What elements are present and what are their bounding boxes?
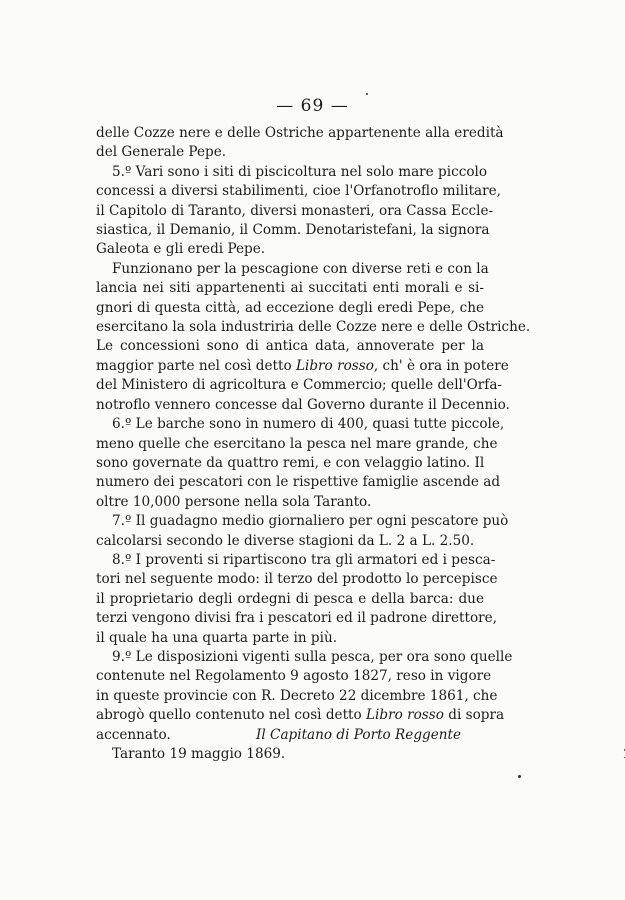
text-line: numero dei pescatori con le rispettive famiglie ascende ad [96,474,501,491]
text-line: in queste provincie con R. Decreto 22 dicembre 1861, che [96,687,498,704]
text-line: il quale ha una quarta parte in più. [96,629,338,646]
text-line: meno quelle che esercitano la pesca nel mare grande, che [96,435,498,452]
text-line: accennato. [96,726,171,743]
text-line: lancia nei siti appartenenti ai succitati enti morali e si- [96,280,484,297]
text-line: maggior parte nel così detto Libro rosso, ch' è ora in potere [96,357,509,374]
text-line: terzi vengono divisi fra i pescatori ed il padrone direttore, [96,610,498,627]
text-line: il proprietario degli ordegni di pesca e della barca: due [96,590,484,607]
text-line: 7.º Il guadagno medio giornaliero per ogni pescatore può [112,513,509,530]
text-line: tori nel seguente modo: il terzo del prodotto lo percepisce [96,571,498,588]
text-line: contenute nel Regolamento 9 agosto 1827, reso in vigore [96,668,492,685]
ink-speck [518,775,521,778]
book-title: Libro rosso [366,707,444,724]
text-line: del Ministero di agricoltura e Commercio; quelle dell'Orfa- [96,377,503,394]
text-line: Galeota e gli eredi Pepe. [96,241,266,258]
text-line: concessi a diversi stabilimenti, cioe l'Orfanotroflo militare, [96,183,501,200]
page-number: — 69 — [276,96,349,116]
signature-title-text: Il Capitano di Porto Reggente [256,727,462,743]
text-line: Taranto 19 maggio 1869. [112,746,286,762]
text-line: sono governate da quattro remi, e con velaggio latino. Il [96,454,485,471]
text-line: gnori di questa città, ad eccezione degli eredi Pepe, che [96,299,484,316]
text-line: calcolarsi secondo le diverse stagioni da L. 2 a L. 2.50. [96,532,475,549]
text-line: Funzionano per la pescagione con diverse reti e con la [112,260,489,277]
book-title: Libro rosso [295,357,374,374]
text-line: esercitano la sola industriria delle Cozze nere e delle Ostriche. [96,319,531,336]
text-line: il Capitolo di Taranto, diversi monasteri, ora Cassa Eccle- [96,202,494,219]
text-line: notroflo vennero concesse dal Governo durante il Decennio. [96,396,510,413]
text-line: 6.º Le barche sono in numero di 400, quasi tutte piccole, [112,416,505,433]
text-line: 5.º Vari sono i siti di piscicoltura nel solo mare piccolo [112,163,488,180]
text-line: oltre 10,000 persone nella sola Taranto. [96,493,372,510]
body-text [96,124,531,764]
text-line: 9.º Le disposizioni vigenti sulla pesca, per ora sono quelle [112,648,513,665]
text-line: del Generale Pepe. [96,144,227,161]
text-line: abrogò quello contenuto nel così detto Libro rosso di sopra [96,707,505,724]
text-line: Le concessioni sono di antica data, annoverate per la [96,338,484,355]
text-line: siastica, il Demanio, il Comm. Denotaristefani, la signora [96,222,490,239]
text-line: 8.º I proventi si ripartiscono tra gli armatori ed i pesca- [112,551,496,568]
text-line: delle Cozze nere e delle Ostriche appartenente alla eredità [96,125,504,141]
ink-speck [366,93,368,95]
